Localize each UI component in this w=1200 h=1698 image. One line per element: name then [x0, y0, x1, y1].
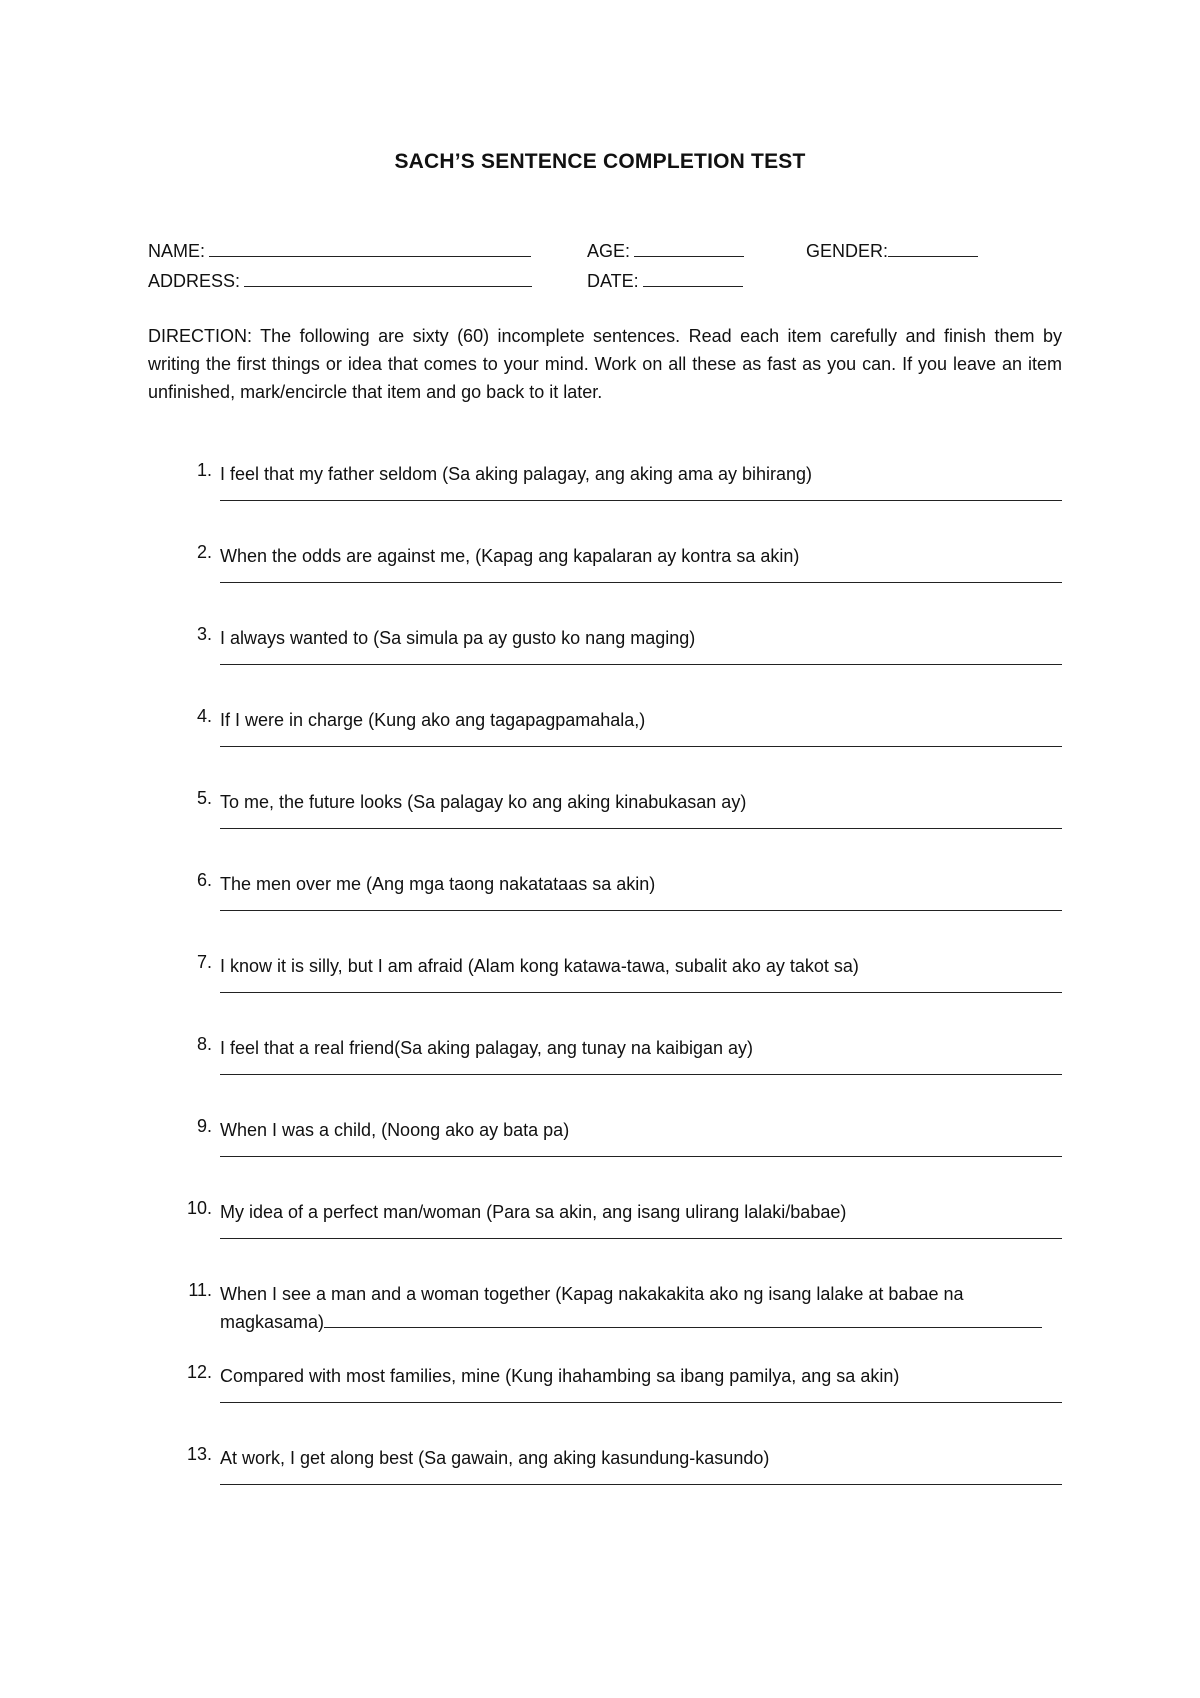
item-prompt: Compared with most families, mine (Kung ihahambing sa ibang pamilya, ang sa akin) — [220, 1366, 900, 1386]
item-prompt: At work, I get along best (Sa gawain, ang aking kasundung-kasundo) — [220, 1448, 770, 1468]
page-title: SACH’S SENTENCE COMPLETION TEST — [394, 150, 806, 173]
item-prompt: When I was a child, (Noong ako ay bata pa) — [220, 1120, 570, 1140]
answer-line[interactable] — [220, 582, 1062, 583]
item-number: 3. — [196, 624, 212, 644]
item-number: 8. — [196, 1034, 212, 1054]
answer-line[interactable] — [220, 500, 1062, 501]
item-prompt: I always wanted to (Sa simula pa ay gusto ko nang maging) — [220, 628, 696, 648]
item-number: 7. — [196, 952, 212, 972]
item-prompt-line-2: magkasama) — [220, 1312, 325, 1332]
answer-line[interactable] — [220, 1238, 1062, 1239]
gender-label: GENDER: — [806, 241, 889, 261]
answer-line[interactable] — [220, 828, 1062, 829]
date-blank[interactable] — [643, 268, 743, 287]
answer-line[interactable] — [220, 746, 1062, 747]
date-label: DATE: — [587, 271, 639, 291]
answer-line[interactable] — [220, 1484, 1062, 1485]
item-number: 2. — [196, 542, 212, 562]
name-label: NAME: — [148, 241, 206, 261]
item-number: 10. — [186, 1198, 212, 1218]
item-prompt: I feel that my father seldom (Sa aking palagay, ang aking ama ay bihirang) — [220, 464, 812, 484]
directions-paragraph: DIRECTION: The following are sixty (60) incomplete sentences. Read each item carefully and finish them by writing the first things or idea that comes to your mind. Work on all these as fast as you can. If you leave an item unfinished, mark/encircle that item and go back to it later. — [148, 326, 1062, 402]
item-number: 5. — [196, 788, 212, 808]
address-label: ADDRESS: — [148, 271, 241, 291]
answer-line[interactable] — [220, 910, 1062, 911]
answer-line[interactable] — [220, 992, 1062, 993]
answer-line[interactable] — [220, 664, 1062, 665]
address-field[interactable] — [148, 268, 532, 292]
name-blank[interactable] — [209, 238, 531, 257]
item-number: 13. — [186, 1444, 212, 1464]
age-field[interactable] — [587, 238, 744, 262]
item-number: 11. — [188, 1280, 212, 1300]
item-number: 9. — [196, 1116, 212, 1136]
item-number: 1. — [196, 460, 212, 480]
item-prompt-line-1: When I see a man and a woman together (Kapag nakakakita ako ng isang lalake at babae na — [220, 1284, 964, 1304]
item-prompt: To me, the future looks (Sa palagay ko ang aking kinabukasan ay) — [220, 792, 747, 812]
item-number: 4. — [196, 706, 212, 726]
date-field[interactable] — [587, 268, 743, 292]
answer-line[interactable] — [220, 1074, 1062, 1075]
gender-blank[interactable] — [888, 238, 978, 257]
age-blank[interactable] — [634, 238, 744, 257]
item-prompt: If I were in charge (Kung ako ang tagapagpamahala,) — [220, 710, 646, 730]
item-prompt — [220, 1280, 1062, 1336]
item-number: 12. — [186, 1362, 212, 1382]
answer-line[interactable] — [220, 1402, 1062, 1403]
item-prompt: The men over me (Ang mga taong nakatataas sa akin) — [220, 874, 656, 894]
age-label: AGE: — [587, 241, 631, 261]
item-number: 6. — [196, 870, 212, 890]
answer-line[interactable] — [324, 1309, 1042, 1328]
item-prompt: My idea of a perfect man/woman (Para sa akin, ang isang ulirang lalaki/babae) — [220, 1202, 847, 1222]
item-prompt: When the odds are against me, (Kapag ang kapalaran ay kontra sa akin) — [220, 546, 800, 566]
gender-field[interactable] — [806, 238, 978, 262]
item-prompt: I feel that a real friend(Sa aking palagay, ang tunay na kaibigan ay) — [220, 1038, 754, 1058]
answer-line[interactable] — [220, 1156, 1062, 1157]
name-field[interactable] — [148, 238, 531, 262]
address-blank[interactable] — [244, 268, 532, 287]
item-prompt: I know it is silly, but I am afraid (Alam kong katawa-tawa, subalit ako ay takot sa) — [220, 956, 859, 976]
